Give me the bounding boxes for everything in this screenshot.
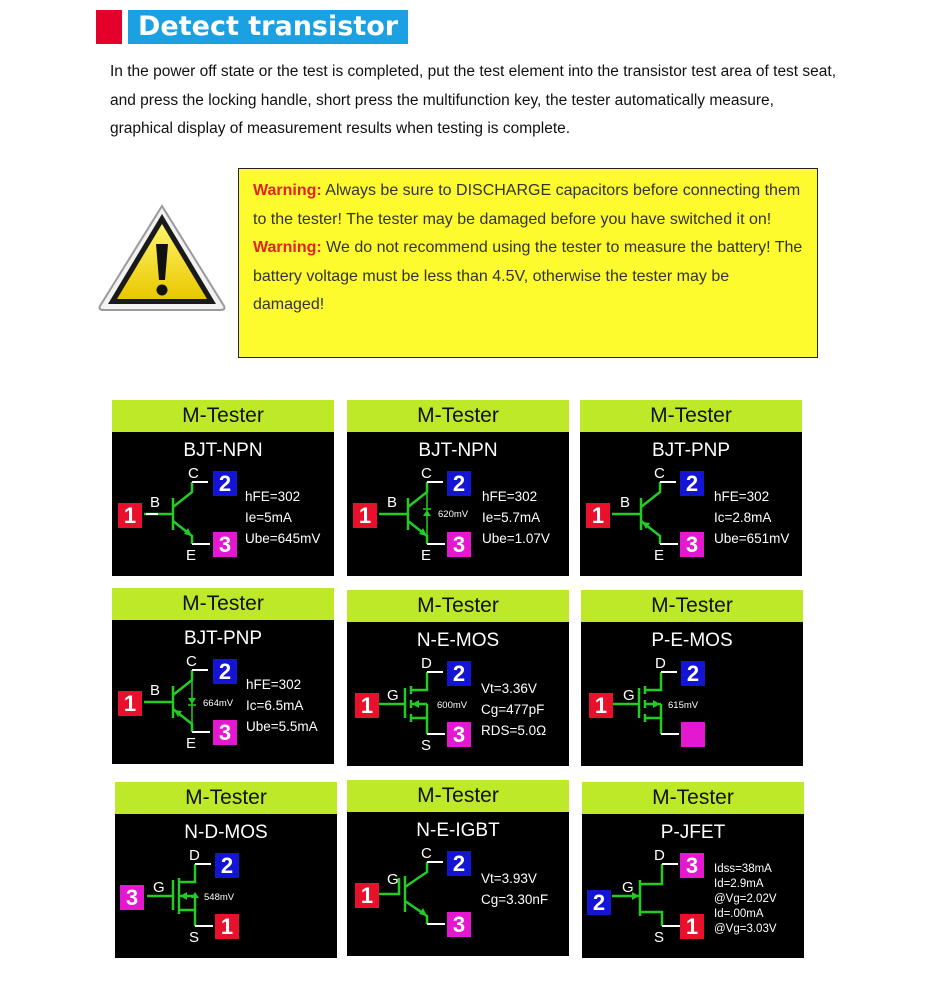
reading: @Vg=3.03V: [714, 923, 777, 935]
reading: Idss=38mA: [714, 863, 772, 875]
readings: [714, 486, 789, 549]
panel-diagram: [347, 465, 569, 576]
pin-2: 2: [681, 661, 705, 686]
reading: Ube=1.07V: [482, 531, 550, 546]
readings: [245, 486, 320, 549]
panel-n-e-mos: [347, 590, 569, 766]
terminal-c: C: [421, 465, 432, 482]
panel-p-e-mos: [581, 590, 803, 766]
warning-1: [253, 177, 803, 234]
panel-p-jfet: [582, 782, 804, 958]
pin-2: 2: [213, 471, 237, 496]
terminal-s: S: [421, 737, 432, 754]
terminal-c: C: [421, 845, 432, 862]
readings: [481, 678, 546, 741]
terminal-e: E: [186, 547, 197, 564]
pin-1: 1: [118, 691, 142, 716]
panel-header: M-Tester: [112, 400, 334, 432]
panel-device-type: BJT-NPN: [418, 440, 498, 461]
reading: Ic=6.5mA: [246, 698, 304, 713]
terminal-b: B: [150, 682, 161, 699]
reading: hFE=302: [246, 677, 302, 692]
pin-3-empty: [681, 722, 705, 747]
panel-header: M-Tester: [112, 588, 334, 620]
diode-voltage: 548mV: [204, 892, 235, 903]
section-title: Detect transistor: [128, 10, 408, 44]
panel-header: M-Tester: [347, 780, 569, 812]
reading: Cg=477pF: [481, 702, 545, 717]
reading: Id=2.9mA: [714, 878, 764, 890]
panel-bjt-npn-1: [112, 400, 334, 576]
pin-3: 3: [213, 532, 237, 557]
pin-1: 1: [680, 914, 704, 939]
terminal-d: D: [655, 655, 666, 672]
terminal-c: C: [186, 653, 197, 670]
panel-diagram: [112, 465, 334, 576]
terminal-g: G: [387, 687, 399, 704]
panel-header: M-Tester: [347, 400, 569, 432]
terminal-g: G: [153, 879, 165, 896]
reading: Vt=3.93V: [481, 871, 537, 886]
panel-bjt-pnp-2: [112, 588, 334, 764]
pin-2: 2: [587, 890, 611, 915]
readings: [482, 486, 550, 549]
panel-n-e-igbt: [347, 780, 569, 956]
pin-3: 3: [447, 532, 471, 557]
panel-header: M-Tester: [115, 782, 337, 814]
reading: Cg=3.30nF: [481, 892, 549, 907]
diode-voltage: 664mV: [203, 698, 234, 709]
terminal-d: D: [189, 847, 200, 864]
reading: Ie=5.7mA: [482, 510, 541, 525]
terminal-e: E: [421, 547, 432, 564]
pin-2: 2: [447, 471, 471, 496]
terminal-e: E: [654, 547, 665, 564]
panel-device-type: BJT-PNP: [183, 628, 263, 649]
pin-3: 3: [447, 722, 471, 747]
pin-1: 1: [215, 914, 239, 939]
panel-diagram: [347, 845, 569, 956]
panel-header: M-Tester: [582, 782, 804, 814]
pin-2: 2: [447, 661, 471, 686]
pin-3: 3: [680, 532, 704, 557]
readings: [246, 674, 318, 737]
terminal-d: D: [421, 655, 432, 672]
panel-n-d-mos: [115, 782, 337, 958]
warning-1-text: Always be sure to DISCHARGE capacitors before connecting them to the tester! The tester may be damaged before you have switched it on!: [253, 182, 801, 228]
terminal-c: C: [654, 465, 665, 482]
pin-2: 2: [213, 659, 237, 684]
reading: @Vg=2.02V: [714, 893, 777, 905]
readings: [481, 868, 548, 910]
panel-device-type: BJT-NPN: [183, 440, 263, 461]
panel-device-type: BJT-PNP: [651, 440, 731, 461]
diode-voltage: 620mV: [438, 509, 469, 520]
pin-1: 1: [353, 503, 377, 528]
warning-1-label: Warning:: [253, 182, 322, 199]
pin-1: 1: [355, 693, 379, 718]
panel-diagram: [581, 655, 803, 766]
terminal-b: B: [150, 494, 161, 511]
warning-2-label: Warning:: [253, 239, 322, 256]
intro-paragraph: In the power off state or the test is completed, put the test element into the transistor test area of test seat, and press the locking handle, short press the multifunction key, the tester automatically measure, graphical display of measurement results when testing is complete.: [110, 63, 837, 137]
panel-diagram: [115, 847, 337, 958]
title-accent-block: [96, 10, 122, 44]
reading: hFE=302: [245, 489, 301, 504]
pin-3: 3: [447, 912, 471, 937]
reading: Ube=5.5mA: [246, 719, 318, 734]
terminal-b: B: [387, 494, 398, 511]
panel-device-type: N-E-IGBT: [416, 820, 500, 841]
pin-2: 2: [215, 853, 239, 878]
panel-header: M-Tester: [347, 590, 569, 622]
terminal-b: B: [620, 494, 631, 511]
panel-bjt-npn-2: [347, 400, 569, 576]
diode-voltage: 615mV: [668, 700, 699, 711]
reading: hFE=302: [714, 489, 770, 504]
terminal-g: G: [622, 879, 634, 896]
reading: Ube=645mV: [245, 531, 321, 546]
panel-diagram: [580, 465, 802, 576]
panel-device-type: N-D-MOS: [184, 822, 268, 843]
warning-triangle-icon: [96, 202, 228, 314]
terminal-e: E: [186, 735, 197, 752]
pin-1: 1: [589, 693, 613, 718]
pin-3: 3: [213, 720, 237, 745]
panel-diagram: [112, 653, 334, 764]
terminal-s: S: [654, 929, 665, 946]
diode-voltage: 600mV: [437, 700, 468, 711]
panel-header: M-Tester: [580, 400, 802, 432]
pin-1: 1: [118, 503, 142, 528]
terminal-g: G: [623, 687, 635, 704]
warning-box: [238, 168, 818, 358]
panel-header: M-Tester: [581, 590, 803, 622]
pin-2: 2: [680, 471, 704, 496]
panel-device-type: P-JFET: [660, 822, 726, 843]
pin-1: 1: [355, 883, 379, 908]
pin-3: 3: [120, 885, 144, 910]
reading: Ic=2.8mA: [714, 510, 772, 525]
reading: Ie=5mA: [245, 510, 292, 525]
readings: [714, 862, 777, 937]
reading: RDS=5.0Ω: [481, 723, 547, 738]
pin-3: 3: [680, 853, 704, 878]
panel-bjt-pnp-1: [580, 400, 802, 576]
panel-diagram: [347, 655, 569, 766]
terminal-s: S: [189, 929, 200, 946]
reading: hFE=302: [482, 489, 538, 504]
terminal-c: C: [188, 465, 199, 482]
terminal-g: G: [387, 871, 399, 888]
reading: Vt=3.36V: [481, 681, 537, 696]
terminal-d: D: [654, 847, 665, 864]
pin-1: 1: [586, 503, 610, 528]
warning-2-text: We do not recommend using the tester to measure the battery! The battery voltage must be less than 4.5V, otherwise the tester may be damaged!: [253, 239, 803, 313]
panel-device-type: N-E-MOS: [416, 630, 500, 651]
panel-device-type: P-E-MOS: [651, 630, 733, 651]
reading: Id=.00mA: [714, 908, 764, 920]
pin-2: 2: [447, 851, 471, 876]
warning-2: [253, 234, 803, 320]
reading: Ube=651mV: [714, 531, 790, 546]
panel-diagram: [582, 847, 804, 958]
